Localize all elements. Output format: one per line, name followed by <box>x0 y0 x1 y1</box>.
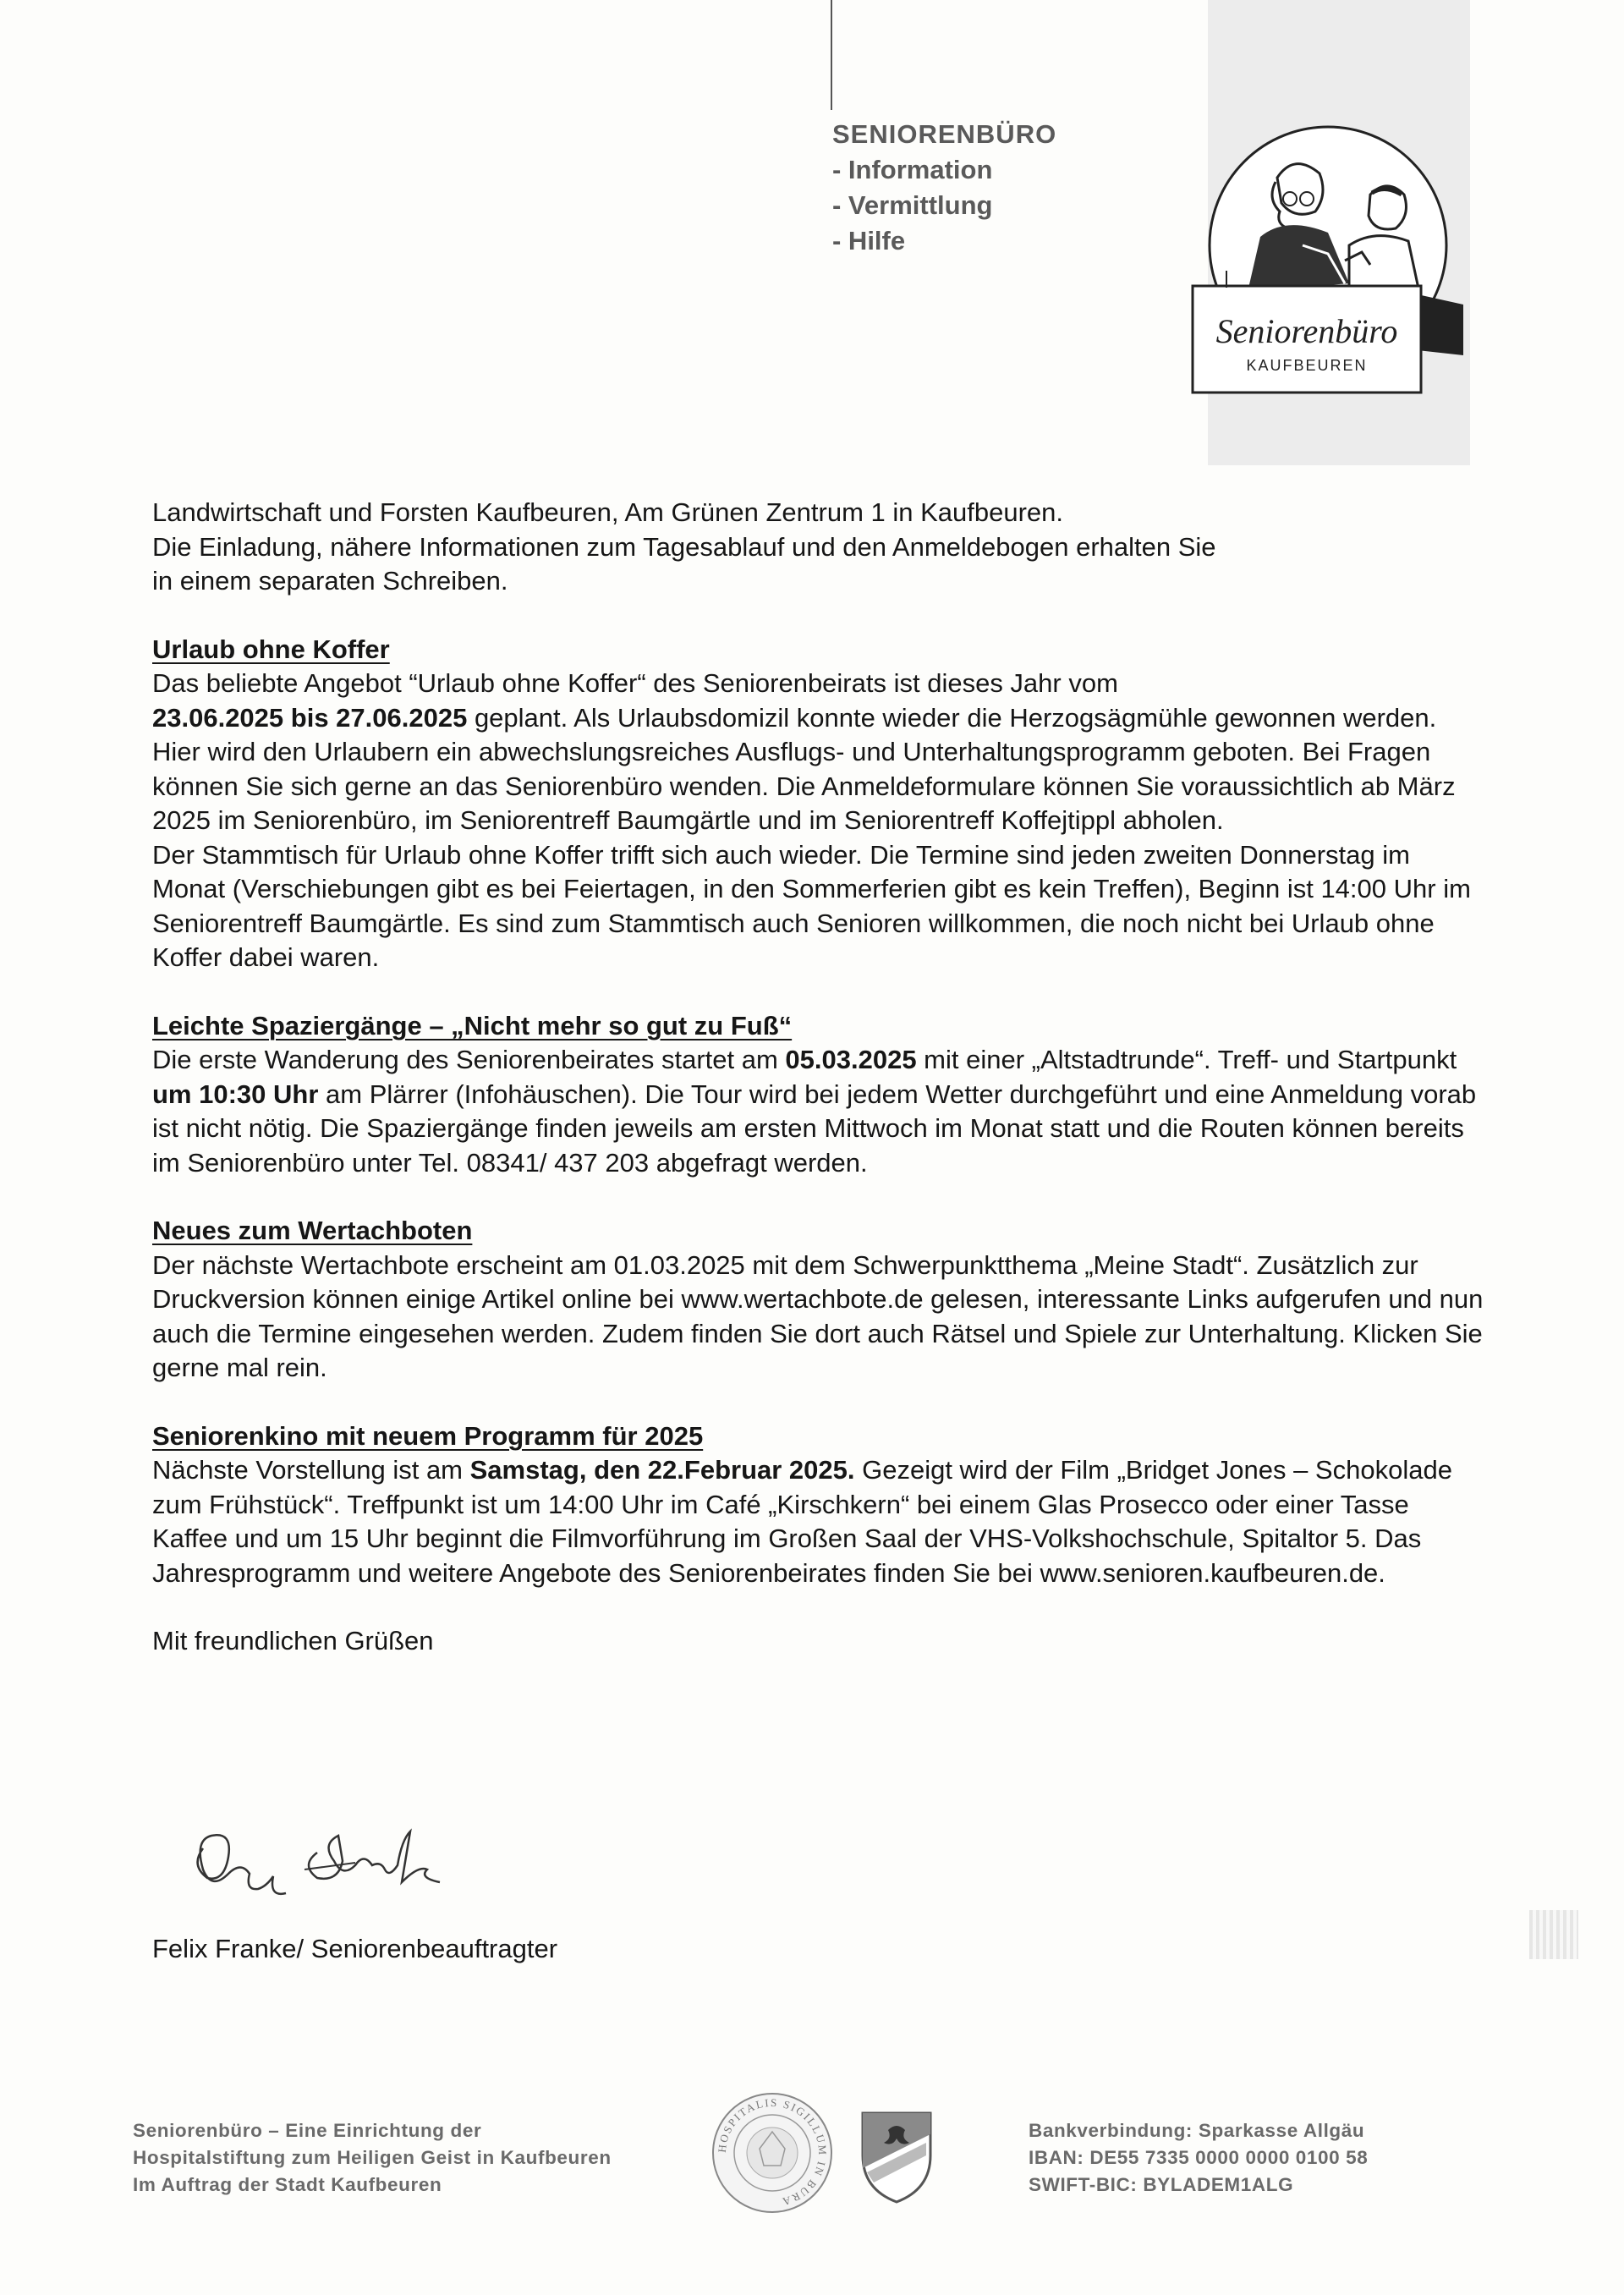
spaziergaenge-time: um 10:30 Uhr <box>152 1079 319 1109</box>
spaziergaenge-text-2: mit einer „Altstadtrunde“. Treff- und Startpunkt <box>916 1045 1457 1074</box>
org-item-information: - Information <box>832 155 993 184</box>
footer-left-line-3: Im Auftrag der Stadt Kaufbeuren <box>133 2174 442 2195</box>
org-title: SENIORENBÜRO <box>832 119 1057 149</box>
wertachbote-paragraph: Der nächste Wertachbote erscheint am 01.03.2025 mit dem Schwerpunktthema „Meine Stadt“. Zusätzlich zur Druckversion können einige Artikel online bei www.wertachbote.de gelesen, interessante Links aufgerufen und nun auch die Termine eingesehen werden. Zudem finden Sie dort auch Rätsel und Spiele zur Unterhaltung. Klicken Sie gerne mal rein. <box>152 1249 1484 1382</box>
heading-kino: Seniorenkino mit neuem Programm für 2025 <box>152 1420 704 1451</box>
qr-code-icon <box>1529 1910 1578 1959</box>
kino-date: Samstag, den 22.Februar 2025. <box>469 1455 855 1485</box>
seal-text: HOSPITALIS SIGILLUM IN BURA <box>715 2095 830 2210</box>
spaziergaenge-text-3: am Plärrer (Infohäuschen). Die Tour wird bei jedem Wetter durchgeführt und eine Anmeldung vorab ist nicht nötig. Die Spaziergänge finden jeweils am ersten Mittwoch im Monat statt und die Routen können bereits im Seniorenbüro unter Tel. 08341/ 437 203 abgefragt werden. <box>152 1079 1477 1178</box>
signer-name: Felix Franke/ Seniorenbeauftragter <box>152 1934 558 1963</box>
intro-line-1: Landwirtschaft und Forsten Kaufbeuren, Am Grünen Zentrum 1 in Kaufbeuren. <box>152 497 1064 527</box>
handwritten-signature <box>178 1815 499 1908</box>
footer-left-line-1: Seniorenbüro – Eine Einrichtung der <box>133 2120 482 2141</box>
kino-text-1: Nächste Vorstellung ist am <box>152 1455 470 1485</box>
footer-address <box>133 2117 612 2199</box>
closing-greeting: Mit freundlichen Grüßen <box>152 1626 434 1655</box>
heading-spaziergaenge: Leichte Spaziergänge – „Nicht mehr so gut zu Fuß“ <box>152 1010 793 1040</box>
footer-right-line-2: IBAN: DE55 7335 0000 0000 0100 58 <box>1029 2147 1369 2168</box>
intro-line-2: Die Einladung, nähere Informationen zum Tagesablauf und den Anmeldebogen erhalten Sie <box>152 531 1216 562</box>
heading-urlaub: Urlaub ohne Koffer <box>152 634 390 664</box>
section-wertachbote <box>152 1214 1489 1386</box>
intro-paragraph <box>152 496 1489 599</box>
footer-left-line-2: Hospitalstiftung zum Heiligen Geist in Kaufbeuren <box>133 2147 612 2168</box>
kino-paragraph <box>152 1453 1489 1590</box>
section-spaziergaenge <box>152 1009 1489 1181</box>
urlaub-paragraph-1 <box>152 667 1489 838</box>
header-divider-line <box>831 0 832 110</box>
logo-subtext: KAUFBEUREN <box>1246 357 1368 374</box>
letter-body <box>152 496 1489 1659</box>
heading-wertachbote: Neues zum Wertachboten <box>152 1216 473 1245</box>
spaziergaenge-text-1: Die erste Wanderung des Seniorenbeirates startet am <box>152 1045 786 1074</box>
urlaub-text-b: geplant. Als Urlaubsdomizil konnte wieder die Herzogsägmühle gewonnen werden. Hier wird den Urlaubern ein abwechslungsreiches Ausflugs- und Unterhaltungsprogramm geboten. Bei Fragen können Sie sich gerne an das Seniorenbüro wenden. Die Anmeldeformulare können Sie voraussichtlich ab März 2025 im Seniorenbüro, im Seniorentreff Baumgärtle und im Seniorentreff Koffejtippl abholen. <box>152 702 1456 835</box>
org-item-vermittlung: - Vermittlung <box>832 190 993 220</box>
urlaub-paragraph-2: Der Stammtisch für Urlaub ohne Koffer trifft sich auch wieder. Die Termine sind jeden zweiten Donnerstag im Monat (Verschiebungen gibt es bei Feiertagen, in den Sommerferien gibt es kein Treffen), Beginn ist 14:00 Uhr im Seniorentreff Baumgärtle. Es sind zum Stammtisch auch Senioren willkommen, die noch nicht bei Urlaub ohne Koffer dabei waren. <box>152 839 1471 972</box>
urlaub-text-a: Das beliebte Angebot “Urlaub ohne Koffer“ des Seniorenbeirats ist dieses Jahr vom <box>152 668 1118 698</box>
hospital-seal-icon <box>709 2089 836 2216</box>
intro-line-3: in einem separaten Schreiben. <box>152 566 508 596</box>
kino-text-2: Gezeigt wird der Film „Bridget Jones – Schokolade zum Frühstück“. Treffpunkt ist um 14:00 Uhr im Café „Kirschkern“ bei einem Glas Prosecco oder einer Tasse Kaffee und um 15 Uhr beginnt die Filmvorführung im Großen Saal der VHS-Volkshochschule, Spitaltor 5. Das Jahresprogramm und weitere Angebote des Seniorenbeirates finden Sie bei www.senioren.kaufbeuren.de. <box>152 1455 1452 1588</box>
spaziergaenge-paragraph <box>152 1043 1489 1180</box>
section-kino <box>152 1419 1489 1591</box>
seniorenbuero-logo <box>1176 118 1463 406</box>
org-item-hilfe: - Hilfe <box>832 226 906 255</box>
section-urlaub <box>152 633 1489 975</box>
logo-text: Seniorenbüro <box>1215 312 1398 350</box>
org-header <box>832 117 1056 259</box>
spaziergaenge-date: 05.03.2025 <box>785 1045 917 1074</box>
footer-right-line-1: Bankverbindung: Sparkasse Allgäu <box>1029 2120 1365 2141</box>
urlaub-dates: 23.06.2025 bis 27.06.2025 <box>152 702 468 733</box>
footer-right-line-3: SWIFT-BIC: BYLADEM1ALG <box>1029 2174 1294 2195</box>
footer-bank <box>1029 2117 1368 2199</box>
city-crest-icon <box>854 2105 939 2206</box>
